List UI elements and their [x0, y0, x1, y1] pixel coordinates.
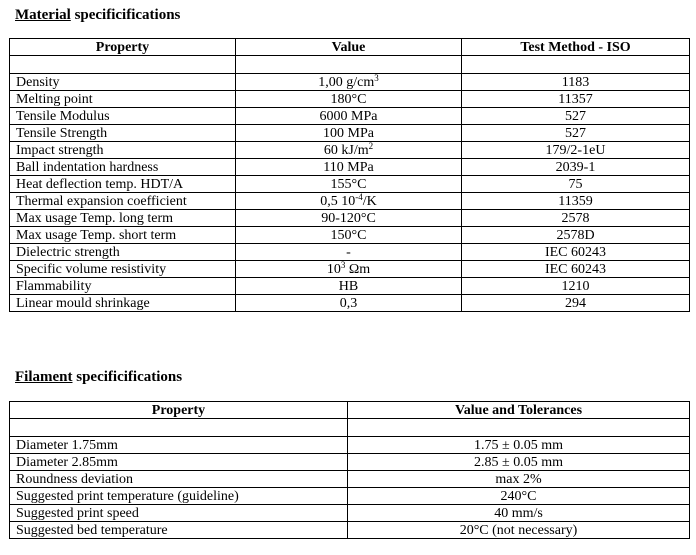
material-header-value: Value: [236, 39, 462, 56]
value-cell: [236, 193, 462, 210]
value-text: 150°C: [330, 227, 367, 243]
material-title-underlined: Material: [15, 7, 71, 23]
table-row: [10, 505, 690, 522]
table-row: [10, 125, 690, 142]
property-cell: Thermal expansion coefficient: [10, 193, 236, 210]
test-method-cell: 294: [462, 295, 690, 312]
test-method-cell: 2039-1: [462, 159, 690, 176]
value-cell: [236, 159, 462, 176]
table-row: [10, 159, 690, 176]
test-method-cell: IEC 60243: [462, 261, 690, 278]
table-row: [10, 522, 690, 539]
filament-header-property: Property: [10, 402, 348, 419]
value-suffix: Ωm: [345, 261, 371, 277]
value-text: 110 MPa: [323, 159, 374, 175]
property-cell: Specific volume resistivity: [10, 261, 236, 278]
value-text: 6000 MPa: [319, 108, 378, 124]
value-cell: [236, 142, 462, 159]
table-row: [10, 176, 690, 193]
test-method-cell: 527: [462, 125, 690, 142]
value-text: 0,5 10: [320, 193, 356, 209]
property-cell: Impact strength: [10, 142, 236, 159]
material-header-method: Test Method - ISO: [462, 39, 690, 56]
filament-section-title: [15, 368, 182, 386]
value-text: 90-120°C: [321, 210, 376, 226]
material-spec-table: [9, 38, 690, 312]
test-method-cell: IEC 60243: [462, 244, 690, 261]
table-row: [10, 261, 690, 278]
property-cell: Density: [10, 74, 236, 91]
table-row: [10, 471, 690, 488]
property-cell: Diameter 1.75mm: [10, 437, 348, 454]
test-method-cell: 1210: [462, 278, 690, 295]
property-cell: Heat deflection temp. HDT/A: [10, 176, 236, 193]
value-cell: 20°C (not necessary): [348, 522, 690, 539]
table-row: [10, 108, 690, 125]
table-row: [10, 227, 690, 244]
test-method-cell: 11357: [462, 91, 690, 108]
property-cell: Ball indentation hardness: [10, 159, 236, 176]
material-section-title: [15, 6, 180, 24]
property-cell: Suggested bed temperature: [10, 522, 348, 539]
value-cell: [236, 295, 462, 312]
value-superscript: 3: [340, 260, 346, 270]
filament-header-value: Value and Tolerances: [348, 402, 690, 419]
value-superscript: 2: [368, 141, 374, 151]
value-cell: [236, 278, 462, 295]
value-suffix: /K: [362, 193, 377, 209]
test-method-cell: 75: [462, 176, 690, 193]
property-cell: Flammability: [10, 278, 236, 295]
table-row: [10, 142, 690, 159]
table-row: [10, 278, 690, 295]
property-cell: Tensile Modulus: [10, 108, 236, 125]
value-text: 180°C: [330, 91, 367, 107]
value-cell: [236, 210, 462, 227]
property-cell: Tensile Strength: [10, 125, 236, 142]
test-method-cell: 11359: [462, 193, 690, 210]
value-text: 60 kJ/m: [323, 142, 369, 158]
filament-title-underlined: Filament: [15, 369, 73, 385]
property-cell: Dielectric strength: [10, 244, 236, 261]
value-text: 10: [326, 261, 341, 277]
value-cell: [236, 244, 462, 261]
table-row: [10, 193, 690, 210]
value-cell: 240°C: [348, 488, 690, 505]
property-cell: Suggested print temperature (guideline): [10, 488, 348, 505]
material-header-row: [10, 39, 690, 56]
table-row: [10, 91, 690, 108]
value-cell: [236, 108, 462, 125]
value-cell: [236, 176, 462, 193]
property-cell: Melting point: [10, 91, 236, 108]
value-text: HB: [338, 278, 359, 294]
value-cell: [236, 74, 462, 91]
property-cell: Max usage Temp. short term: [10, 227, 236, 244]
value-cell: [236, 91, 462, 108]
value-superscript: -4: [355, 192, 363, 202]
table-row: [10, 454, 690, 471]
value-text: 0,3: [339, 295, 358, 311]
value-cell: max 2%: [348, 471, 690, 488]
table-row: [10, 295, 690, 312]
value-cell: 2.85 ± 0.05 mm: [348, 454, 690, 471]
test-method-cell: 527: [462, 108, 690, 125]
value-text: 1,00 g/cm: [318, 74, 375, 90]
filament-spec-table: [9, 401, 690, 539]
value-cell: [236, 125, 462, 142]
value-cell: 40 mm/s: [348, 505, 690, 522]
table-row: [10, 210, 690, 227]
test-method-cell: 1183: [462, 74, 690, 91]
material-title-rest: specificifications: [74, 7, 181, 23]
material-header-property: Property: [10, 39, 236, 56]
value-cell: [236, 261, 462, 278]
value-text: 155°C: [330, 176, 367, 192]
filament-blank-row: [10, 419, 690, 437]
filament-header-row: [10, 402, 690, 419]
property-cell: Max usage Temp. long term: [10, 210, 236, 227]
table-row: [10, 74, 690, 91]
value-superscript: 3: [374, 73, 379, 83]
value-cell: [236, 227, 462, 244]
property-cell: Linear mould shrinkage: [10, 295, 236, 312]
table-row: [10, 437, 690, 454]
test-method-cell: 2578D: [462, 227, 690, 244]
value-cell: 1.75 ± 0.05 mm: [348, 437, 690, 454]
value-text: -: [346, 244, 351, 260]
table-row: [10, 244, 690, 261]
test-method-cell: 179/2-1eU: [462, 142, 690, 159]
table-row: [10, 488, 690, 505]
value-text: 100 MPa: [323, 125, 374, 141]
property-cell: Diameter 2.85mm: [10, 454, 348, 471]
property-cell: Suggested print speed: [10, 505, 348, 522]
property-cell: Roundness deviation: [10, 471, 348, 488]
material-blank-row: [10, 56, 690, 74]
filament-title-rest: specificifications: [76, 369, 183, 385]
test-method-cell: 2578: [462, 210, 690, 227]
